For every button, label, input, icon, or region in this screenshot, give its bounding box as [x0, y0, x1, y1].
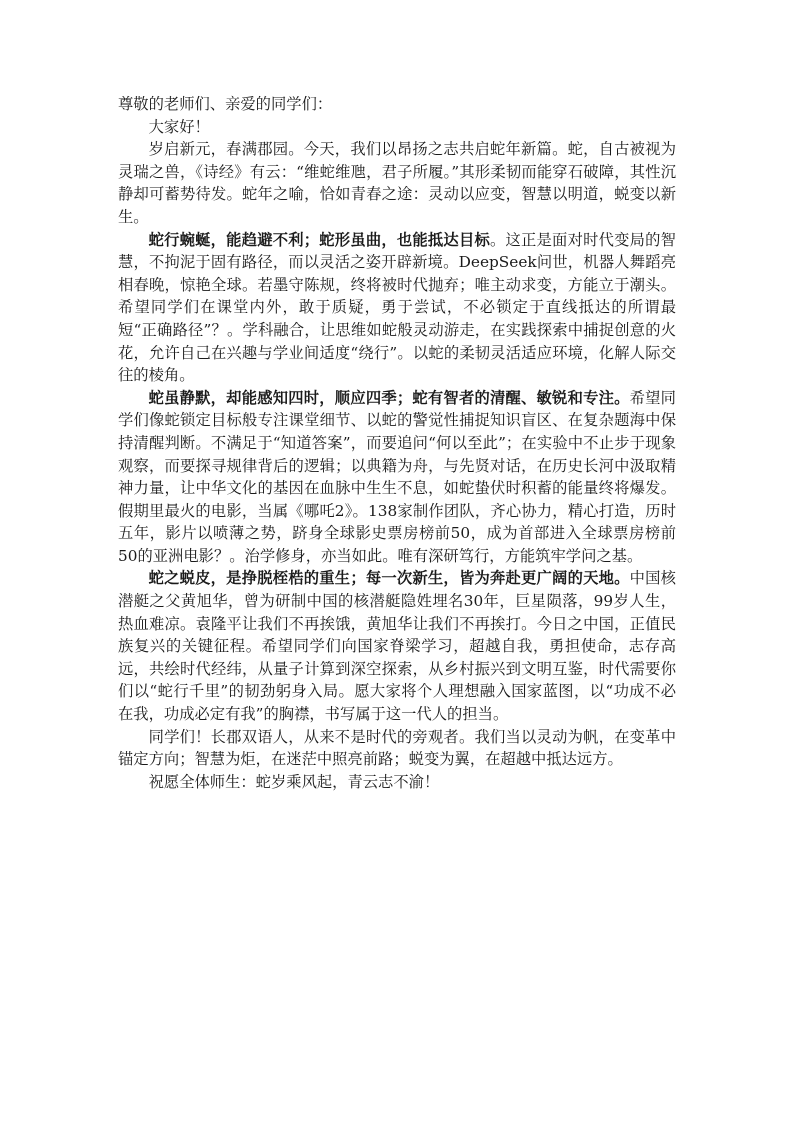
salutation: 尊敬的老师们、亲爱的同学们： [118, 95, 333, 113]
document-page [118, 93, 676, 793]
paragraph-focus [118, 387, 676, 568]
paragraph-focus-heading: 蛇虽静默，却能感知四时，顺应四季；蛇有智者的清醒、敏锐和专注。 [148, 388, 630, 407]
greeting: 大家好！ [148, 117, 210, 136]
paragraph-rebirth-body: 中国核潜艇之父黄旭华，曾为研制中国的核潜艇隐姓埋名30年，巨星陨落，99岁人生，热血难凉。袁隆平让我们不再挨饿，黄旭华让我们不再挨打。今日之中国，正值民族复兴的关键征程。希望同学们向国家脊梁学习，超越自我，勇担使命，志存高远，共绘时代经纬，从量子计算到深空探索，从乡村振兴到文明互鉴，时代需要你们以“蛇行千里”的韧劲躬身入局。愿大家将个人理想融入国家蓝图，以“功成不必在我，功成必定有我”的胸襟，书写属于这一代人的担当。 [118, 569, 676, 724]
paragraph-flexibility-body: 。这正是面对时代变局的智慧，不拘泥于固有路径，而以灵活之姿开辟新境。DeepSeek问世，机器人舞蹈亮相春晚，惊艳全球。若墨守陈规，终将被时代抛弃；唯主动求变，方能立于潮头。希望同学们在课堂内外，敢于质疑，勇于尝试，不必锁定于直线抵达的所谓最短“正确路径”？。学科融合，让思维如蛇般灵动游走，在实践探索中捕捉创意的火花，允许自己在兴趣与学业间适度“绕行”。以蛇的柔韧灵活适应环境，化解人际交往的棱角。 [118, 230, 676, 385]
paragraph-rebirth [118, 567, 676, 725]
paragraph-focus-body: 希望同学们像蛇锁定目标般专注课堂细节、以蛇的警觉性捕捉知识盲区、在复杂题海中保持清醒判断。不满足于“知道答案”，而要追问“何以至此”；在实验中不止步于现象观察，而要探寻规律背后的逻辑；以典籍为舟，与先贤对话，在历史长河中汲取精神力量，让中华文化的基因在血脉中生生不息，如蛇蛰伏时积蓄的能量终将爆发。假期里最火的电影，当属《哪吒2》。138家制作团队，齐心协力，精心打造，历时五年，影片以喷薄之势，跻身全球影史票房榜前50，成为首部进入全球票房榜前50的亚洲电影？。治学修身，亦当如此。唯有深研笃行，方能筑牢学问之基。 [118, 388, 676, 565]
paragraph-flexibility [118, 229, 676, 387]
paragraph-opening: 岁启新元，春满郡园。今天，我们以昂扬之志共启蛇年新篇。蛇，自古被视为灵瑞之兽，《诗经》有云：“维蛇维虺，君子所履。”其形柔韧而能穿石破障，其性沉静却可蓄势待发。蛇年之喻，恰如青春之途：灵动以应变，智慧以明道，蜕变以新生。 [118, 140, 676, 226]
paragraph-rebirth-heading: 蛇之蜕皮，是挣脱桎梏的重生；每一次新生，皆为奔赴更广阔的天地。 [148, 569, 630, 588]
paragraph-call-to-action: 同学们！长郡双语人，从来不是时代的旁观者。我们当以灵动为帆，在变革中锚定方向；智慧为炬，在迷茫中照亮前路；蜕变为翼，在超越中抵达远方。 [118, 727, 676, 769]
paragraph-flexibility-heading: 蛇行蜿蜒，能趋避不利；蛇形虽曲，也能抵达目标 [148, 230, 490, 249]
closing-wish: 祝愿全体师生：蛇岁乘风起，青云志不渝！ [148, 772, 440, 791]
